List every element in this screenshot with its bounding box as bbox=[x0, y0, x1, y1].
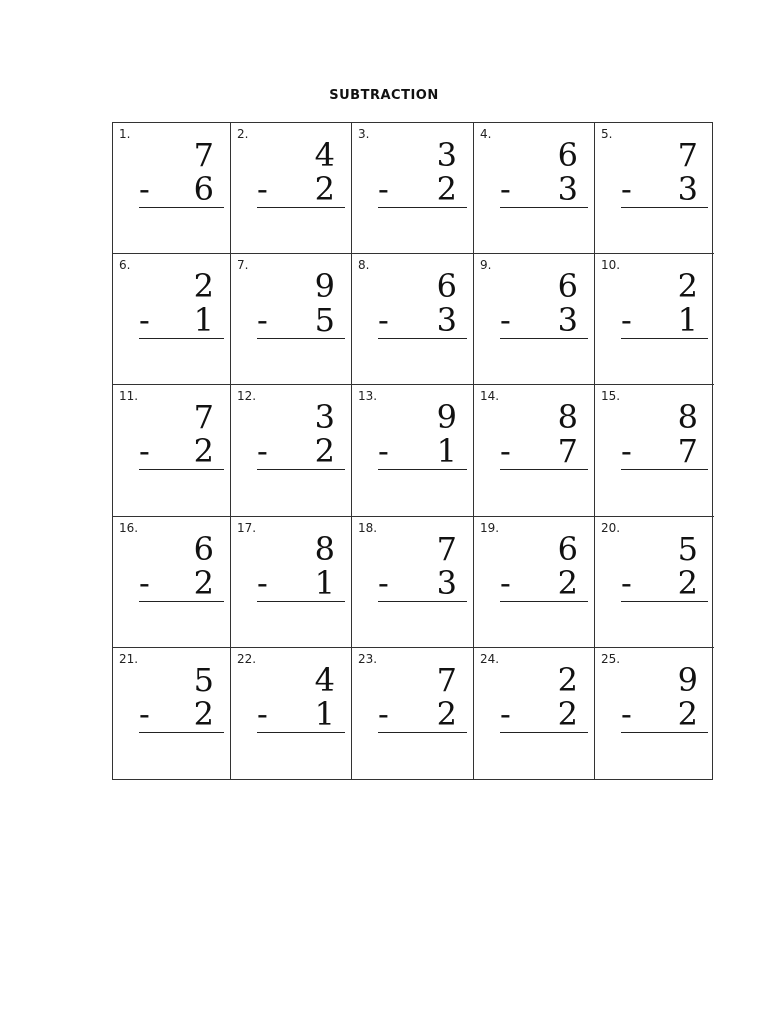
minuend: 7 bbox=[193, 136, 214, 174]
answer-line bbox=[621, 469, 708, 470]
problem-grid bbox=[112, 122, 713, 780]
minuend: 2 bbox=[677, 267, 698, 306]
subtrahend: 3 bbox=[557, 170, 578, 208]
minuend: 9 bbox=[677, 660, 698, 699]
answer-line bbox=[378, 601, 467, 602]
problem-number: 24. bbox=[480, 651, 500, 666]
problem-cell bbox=[113, 517, 231, 648]
problem-number: 5. bbox=[601, 127, 613, 141]
minuend: 6 bbox=[557, 136, 578, 174]
problem-number: 13. bbox=[358, 389, 378, 404]
subtrahend: 2 bbox=[436, 170, 457, 208]
subtrahend: 1 bbox=[314, 563, 335, 602]
problem-number: 11. bbox=[119, 389, 139, 404]
problem-cell bbox=[231, 648, 352, 779]
answer-line bbox=[621, 601, 708, 602]
minus-sign: - bbox=[139, 694, 150, 733]
answer-line bbox=[378, 207, 467, 208]
problem-cell bbox=[113, 123, 231, 254]
problem-cell bbox=[113, 254, 231, 385]
minus-sign: - bbox=[257, 301, 268, 340]
minuend: 3 bbox=[436, 136, 457, 174]
problem-cell bbox=[352, 385, 474, 516]
answer-line bbox=[257, 601, 345, 602]
problem-number: 23. bbox=[358, 651, 378, 666]
subtrahend: 1 bbox=[193, 301, 214, 340]
answer-line bbox=[257, 207, 345, 208]
problem-number: 2. bbox=[237, 127, 249, 141]
minuend: 8 bbox=[557, 398, 578, 437]
subtrahend: 2 bbox=[193, 694, 214, 733]
minuend: 8 bbox=[314, 529, 335, 568]
answer-line bbox=[139, 207, 224, 208]
answer-line bbox=[500, 338, 588, 339]
problem-cell bbox=[474, 123, 595, 254]
answer-line bbox=[139, 469, 224, 470]
problem-cell bbox=[352, 517, 474, 648]
answer-line bbox=[257, 469, 345, 470]
minuend: 5 bbox=[193, 660, 214, 699]
minus-sign: - bbox=[378, 563, 389, 602]
answer-line bbox=[257, 732, 345, 733]
answer-line bbox=[378, 732, 467, 733]
minus-sign: - bbox=[139, 432, 150, 471]
minuend: 9 bbox=[314, 267, 335, 306]
problem-number: 7. bbox=[237, 258, 249, 273]
minus-sign: - bbox=[139, 563, 150, 602]
minus-sign: - bbox=[500, 301, 511, 340]
minuend: 2 bbox=[557, 660, 578, 699]
problem-cell bbox=[231, 385, 352, 516]
problem-number: 10. bbox=[601, 258, 621, 273]
minus-sign: - bbox=[257, 694, 268, 733]
problem-number: 15. bbox=[601, 389, 621, 404]
problem-number: 17. bbox=[237, 520, 257, 535]
problem-number: 12. bbox=[237, 389, 257, 404]
answer-line bbox=[500, 207, 588, 208]
problem-cell bbox=[595, 385, 714, 516]
minus-sign: - bbox=[257, 170, 268, 208]
minus-sign: - bbox=[621, 170, 632, 208]
problem-cell bbox=[595, 648, 714, 779]
problem-cell bbox=[113, 385, 231, 516]
problem-number: 1. bbox=[119, 127, 131, 141]
subtrahend: 2 bbox=[314, 170, 335, 208]
minuend: 6 bbox=[557, 529, 578, 568]
problem-number: 22. bbox=[237, 651, 257, 666]
problem-number: 8. bbox=[358, 258, 370, 273]
problem-number: 3. bbox=[358, 127, 370, 141]
subtrahend: 2 bbox=[557, 563, 578, 602]
problem-cell bbox=[352, 254, 474, 385]
problem-cell bbox=[113, 648, 231, 779]
minuend: 5 bbox=[677, 529, 698, 568]
problem-cell bbox=[474, 385, 595, 516]
problem-number: 19. bbox=[480, 520, 500, 535]
subtrahend: 2 bbox=[557, 694, 578, 733]
subtrahend: 5 bbox=[314, 301, 335, 340]
problem-cell bbox=[474, 254, 595, 385]
minuend: 6 bbox=[193, 529, 214, 568]
subtrahend: 7 bbox=[557, 432, 578, 471]
problem-cell bbox=[231, 254, 352, 385]
answer-line bbox=[139, 732, 224, 733]
page-title: SUBTRACTION bbox=[329, 88, 439, 103]
problem-cell bbox=[231, 517, 352, 648]
problem-number: 4. bbox=[480, 127, 492, 141]
problem-number: 6. bbox=[119, 258, 131, 273]
problem-cell bbox=[474, 517, 595, 648]
minus-sign: - bbox=[139, 170, 150, 208]
subtrahend: 6 bbox=[193, 170, 214, 208]
minuend: 2 bbox=[193, 267, 214, 306]
problem-number: 25. bbox=[601, 651, 621, 666]
minus-sign: - bbox=[500, 694, 511, 733]
minus-sign: - bbox=[500, 170, 511, 208]
problem-cell bbox=[352, 648, 474, 779]
problem-number: 14. bbox=[480, 389, 500, 404]
minuend: 9 bbox=[436, 398, 457, 437]
minus-sign: - bbox=[378, 301, 389, 340]
minuend: 7 bbox=[436, 529, 457, 568]
problem-cell bbox=[595, 254, 714, 385]
minus-sign: - bbox=[257, 432, 268, 471]
minuend: 4 bbox=[314, 660, 335, 699]
minus-sign: - bbox=[378, 694, 389, 733]
subtrahend: 3 bbox=[557, 301, 578, 340]
subtrahend: 3 bbox=[677, 170, 698, 208]
answer-line bbox=[500, 469, 588, 470]
answer-line bbox=[500, 732, 588, 733]
minus-sign: - bbox=[621, 301, 632, 340]
subtrahend: 1 bbox=[677, 301, 698, 340]
problem-cell bbox=[595, 123, 714, 254]
answer-line bbox=[621, 207, 708, 208]
answer-line bbox=[500, 601, 588, 602]
minus-sign: - bbox=[621, 694, 632, 733]
minus-sign: - bbox=[257, 563, 268, 602]
problem-number: 21. bbox=[119, 651, 139, 666]
subtrahend: 3 bbox=[436, 301, 457, 340]
answer-line bbox=[621, 732, 708, 733]
minuend: 7 bbox=[677, 136, 698, 174]
problem-cell bbox=[231, 123, 352, 254]
answer-line bbox=[139, 338, 224, 339]
subtrahend: 1 bbox=[436, 432, 457, 471]
minuend: 7 bbox=[193, 398, 214, 437]
subtrahend: 2 bbox=[677, 563, 698, 602]
problem-number: 16. bbox=[119, 520, 139, 535]
problem-number: 20. bbox=[601, 520, 621, 535]
subtrahend: 2 bbox=[436, 694, 457, 733]
answer-line bbox=[139, 601, 224, 602]
subtrahend: 2 bbox=[314, 432, 335, 471]
minus-sign: - bbox=[621, 432, 632, 471]
subtrahend: 2 bbox=[193, 563, 214, 602]
minus-sign: - bbox=[621, 563, 632, 602]
minuend: 7 bbox=[436, 660, 457, 699]
answer-line bbox=[257, 338, 345, 339]
subtrahend: 3 bbox=[436, 563, 457, 602]
answer-line bbox=[378, 338, 467, 339]
subtrahend: 2 bbox=[677, 694, 698, 733]
minuend: 3 bbox=[314, 398, 335, 437]
minus-sign: - bbox=[500, 432, 511, 471]
minuend: 6 bbox=[557, 267, 578, 306]
subtrahend: 7 bbox=[677, 432, 698, 471]
answer-line bbox=[378, 469, 467, 470]
subtrahend: 1 bbox=[314, 694, 335, 733]
problem-cell bbox=[474, 648, 595, 779]
minus-sign: - bbox=[139, 301, 150, 340]
minus-sign: - bbox=[500, 563, 511, 602]
problem-cell bbox=[352, 123, 474, 254]
subtrahend: 2 bbox=[193, 432, 214, 471]
minuend: 4 bbox=[314, 136, 335, 174]
problem-cell bbox=[595, 517, 714, 648]
minus-sign: - bbox=[378, 432, 389, 471]
minuend: 8 bbox=[677, 398, 698, 437]
answer-line bbox=[621, 338, 708, 339]
problem-number: 18. bbox=[358, 520, 378, 535]
problem-number: 9. bbox=[480, 258, 492, 273]
minus-sign: - bbox=[378, 170, 389, 208]
minuend: 6 bbox=[436, 267, 457, 306]
